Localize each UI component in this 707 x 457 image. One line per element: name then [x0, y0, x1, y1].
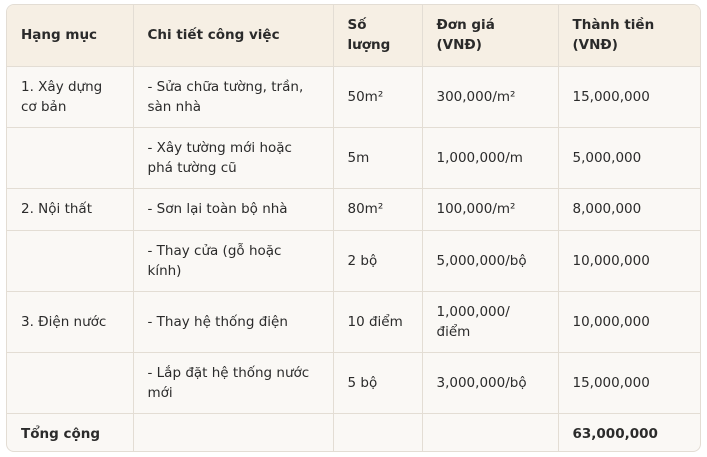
- cell-quantity: 80m²: [333, 188, 422, 230]
- table-row: [7, 352, 700, 413]
- cell-empty: [422, 413, 558, 452]
- table-row: [7, 127, 700, 188]
- cell-detail: - Thay hệ thống điện: [133, 291, 333, 352]
- cell-amount: 10,000,000: [558, 291, 700, 352]
- header-detail: Chi tiết công việc: [133, 5, 333, 66]
- header-amount: Thành tiền (VNĐ): [558, 5, 700, 66]
- header-quantity: Số lượng: [333, 5, 422, 66]
- cell-detail: - Thay cửa (gỗ hoặc kính): [133, 230, 333, 291]
- total-label: Tổng cộng: [7, 413, 133, 452]
- cell-detail: - Sửa chữa tường, trần, sàn nhà: [133, 66, 333, 127]
- cost-estimate-table: [7, 5, 700, 452]
- table-header-row: [7, 5, 700, 66]
- table-row: [7, 66, 700, 127]
- cell-detail: - Lắp đặt hệ thống nước mới: [133, 352, 333, 413]
- cell-unit-price: 1,000,000/m: [422, 127, 558, 188]
- cell-category: [7, 127, 133, 188]
- cell-category: 3. Điện nước: [7, 291, 133, 352]
- table-row: [7, 230, 700, 291]
- total-row: [7, 413, 700, 452]
- table-row: [7, 291, 700, 352]
- cell-unit-price: 300,000/m²: [422, 66, 558, 127]
- cell-amount: 15,000,000: [558, 352, 700, 413]
- cell-quantity: 2 bộ: [333, 230, 422, 291]
- cell-detail: - Xây tường mới hoặc phá tường cũ: [133, 127, 333, 188]
- cell-amount: 5,000,000: [558, 127, 700, 188]
- cell-category: [7, 230, 133, 291]
- cell-unit-price: 1,000,000/ điểm: [422, 291, 558, 352]
- cell-empty: [133, 413, 333, 452]
- cell-unit-price: 5,000,000/bộ: [422, 230, 558, 291]
- header-category: Hạng mục: [7, 5, 133, 66]
- table-row: [7, 188, 700, 230]
- cell-category: 1. Xây dựng cơ bản: [7, 66, 133, 127]
- cell-unit-price: 3,000,000/bộ: [422, 352, 558, 413]
- cell-amount: 15,000,000: [558, 66, 700, 127]
- cell-quantity: 10 điểm: [333, 291, 422, 352]
- cost-estimate-table-container: [6, 4, 701, 452]
- header-unit-price: Đơn giá (VNĐ): [422, 5, 558, 66]
- cell-quantity: 5m: [333, 127, 422, 188]
- cell-quantity: 5 bộ: [333, 352, 422, 413]
- cell-amount: 10,000,000: [558, 230, 700, 291]
- cell-amount: 8,000,000: [558, 188, 700, 230]
- cell-empty: [333, 413, 422, 452]
- cell-quantity: 50m²: [333, 66, 422, 127]
- cell-category: 2. Nội thất: [7, 188, 133, 230]
- cell-detail: - Sơn lại toàn bộ nhà: [133, 188, 333, 230]
- cell-category: [7, 352, 133, 413]
- total-amount: 63,000,000: [558, 413, 700, 452]
- cell-unit-price: 100,000/m²: [422, 188, 558, 230]
